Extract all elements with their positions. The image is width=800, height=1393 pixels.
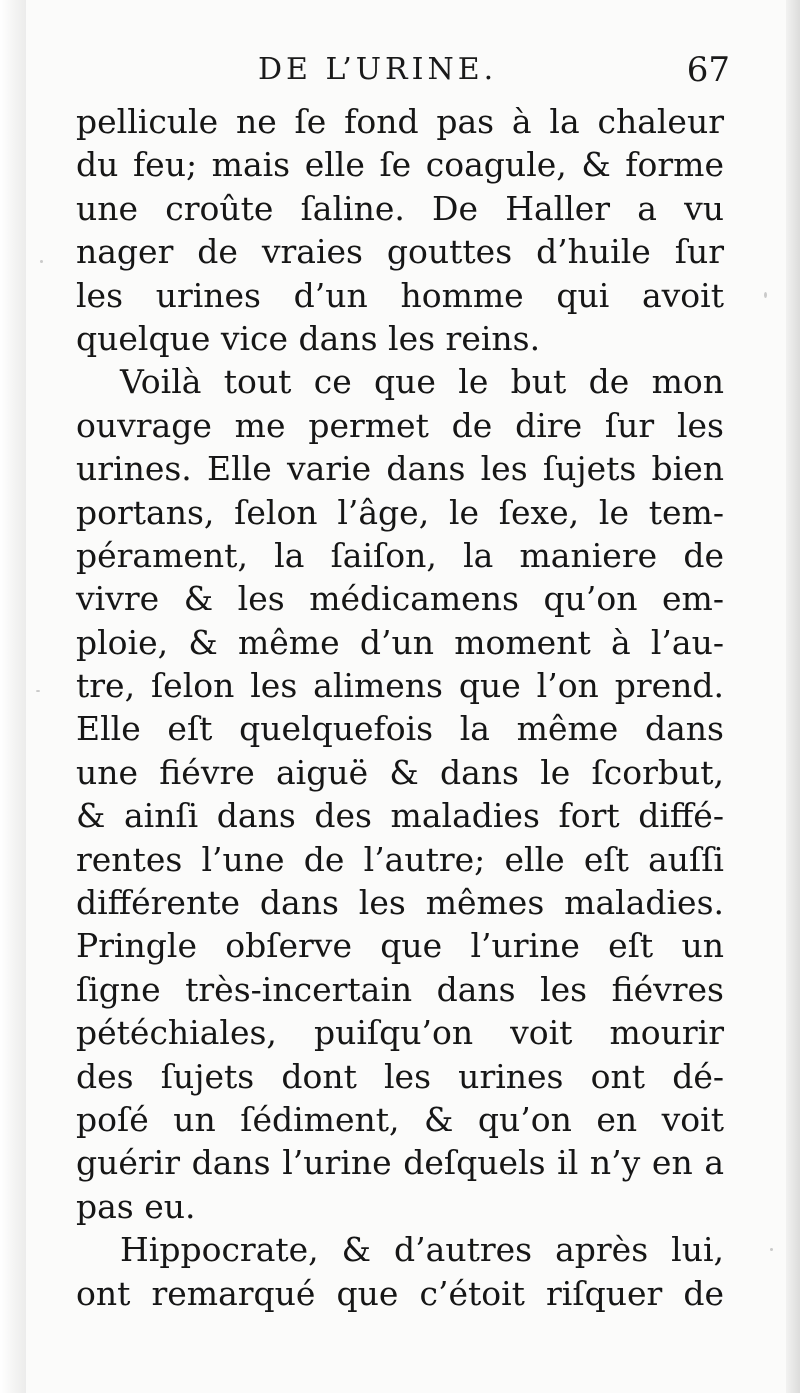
paper-speck [764, 292, 767, 298]
text-line: Hippocrate, & d’autres après lui, [120, 1230, 724, 1270]
page-header [76, 52, 736, 96]
paragraph [76, 100, 724, 360]
text-line: pellicule ne ſe fond pas à la chaleur [76, 102, 724, 141]
text-line: portans, ſelon l’âge, le ſexe, le tem- [76, 492, 724, 532]
text-line: guérir dans l’urine deſquels il n’y en a [76, 1143, 724, 1183]
paper-speck [36, 690, 40, 692]
text-line: ſigne très-incertain dans les fiévres [76, 969, 724, 1009]
paper-speck [770, 1248, 773, 1251]
paragraph [76, 1228, 724, 1315]
running-title: DE L’URINE. [258, 52, 498, 87]
text-line: Elle eſt quelquefois la même dans [76, 709, 724, 749]
text-line: ont remarqué que c’étoit riſquer de [76, 1273, 724, 1313]
page-left-margin-shadow [0, 0, 26, 1393]
text-line: ouvrage me permet de dire ſur les [76, 405, 724, 445]
text-line: rentes l’une de l’autre; elle eſt auſſi [76, 839, 724, 879]
text-line: & ainſi dans des maladies fort diffé- [76, 796, 724, 836]
text-line: pas eu. [76, 1186, 196, 1226]
text-line: du feu; mais elle ſe coagule, & forme [76, 145, 724, 185]
text-line: différente dans les mêmes maladies. [76, 883, 724, 923]
text-line: urines. Elle varie dans les ſujets bien [76, 449, 724, 489]
text-line: Pringle obſerve que l’urine eſt un [76, 926, 724, 966]
page-number: 67 [686, 50, 730, 90]
text-line: pérament, la ſaiſon, la maniere de [76, 535, 724, 575]
paper-speck [40, 260, 43, 263]
page-right-edge-shadow [786, 0, 800, 1393]
paragraph [76, 360, 724, 1228]
text-line: pétéchiales, puiſqu’on voit mourir [76, 1013, 724, 1053]
text-line: poſé un ſédiment, & qu’on en voit [76, 1099, 724, 1139]
text-line: des ſujets dont les urines ont dé- [76, 1056, 724, 1096]
text-line: une croûte ſaline. De Haller a vu [76, 188, 724, 228]
text-line: quelque vice dans les reins. [76, 318, 541, 358]
text-line: vivre & les médicamens qu’on em- [76, 579, 724, 619]
text-line: une fiévre aiguë & dans le ſcorbut, [76, 752, 724, 792]
text-line: les urines d’un homme qui avoit [76, 275, 724, 315]
text-line: ploie, & même d’un moment à l’au- [76, 622, 724, 662]
text-line: tre, ſelon les alimens que l’on prend. [76, 666, 724, 706]
text-line: nager de vraies gouttes d’huile ſur [76, 232, 724, 272]
text-line: Voilà tout ce que le but de mon [120, 362, 724, 402]
body-text [76, 100, 724, 1315]
